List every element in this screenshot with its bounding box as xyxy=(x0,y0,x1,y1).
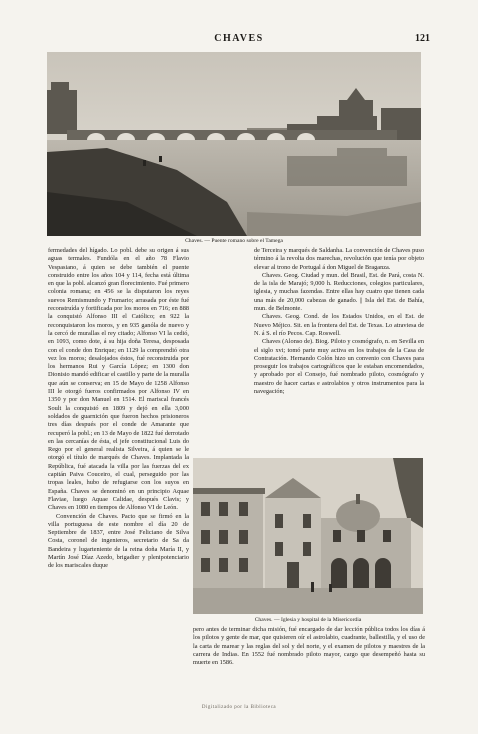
bridge-photo-illustration xyxy=(47,52,421,236)
church-photo-illustration xyxy=(193,458,423,614)
text-column-bottom xyxy=(193,626,425,692)
page-footer: Digitalizado por la Biblioteca xyxy=(201,705,277,710)
paragraph: Chaves. Geog. Ciudad y mun. del Brasil, Est. de Pará, costa N. de la isla de Marajó; 9,000 h. Reducciones, colegios particulares, iglesia, y muchas fazendas. Entre ellas hay cuatro que tienen cada una más de 20,000 cabezas de ganado. || Isla del Est. de Bahía, mun. de Belmonte. xyxy=(254,271,424,313)
paragraph: de Terceira y marqués de Saldanha. La convención de Chaves puso término á la revolta dos marechas, revolución que tenía por objeto elevar al trono de Portugal á don Miguel de Braganza. xyxy=(254,247,424,271)
page-header xyxy=(0,33,478,47)
paragraph: pero antes de terminar dicha misión, fué encargado de dar lección pública todos los días á los pilotos y gente de mar, que quisieren oír el astrolabio, cuadrante, ballestilla, y el uso de la carta de marear y las reglas del sol y del norte, y el examen de pilotos y maestres de la carrera de Indias. En 1552 fué nombrado piloto mayor, cargo que desempeñó hasta su muerte en 1586. xyxy=(193,626,425,667)
page-number: 121 xyxy=(415,33,430,44)
text-column-right xyxy=(254,247,424,455)
figure-caption: Chaves. — Puente romano sobre el Tamega xyxy=(185,238,283,244)
text-column-left xyxy=(48,247,189,687)
paragraph: Chaves (Alonso de). Biog. Piloto y cosmógrafo, n. en Sevilla en el siglo xvi; tomó parte muy activa en los trabajos de la Casa de Contratación. Hernando Colón hizo un convenio con Chaves para proseguir los trabajos cartográficos que le estaban encomendados, y aprobado por el Consejo, fué nombrado piloto, cosmógrafo y maestro de hacer cartas e astrolabios y otros instrumentos para la navegación; xyxy=(254,338,424,396)
photo-roman-bridge xyxy=(47,52,421,236)
photo-church-hospital xyxy=(193,458,423,614)
paragraph: Convención de Chaves. Pacto que se firmó en la villa portuguesa de este nombre el día 20 de Septiembre de 1837, entre José Feliciano de Silva Costa, coronel de ingenieros, secretario de Sa da Bandeira y lugarteniente de la reina doña María II, y Martín José Díaz Azedo, brigadier y plenipotenciario de los mariscales duque xyxy=(48,512,189,570)
figure-caption: Chaves. — Iglesia y hospital de la Misericordia xyxy=(254,617,362,623)
paragraph: fermedades del hígado. Lo pobl. debe su origen á sus aguas termales. Fundóla en el año 78 Flavio Vespasiano, á quien se debe también el puente construido entre los años 104 y 114, fecha está última en que la pobl. alcanzó gran florecimiento. Fué primero colonia romana; en 456 se la disputaron los reyes suevos Remismundo y Frumario; arrasada por éste fué reconstruída y fortificada por los moros en 716; en 888 la conquistó Alfonso III el Católico; en 922 la reconquistaron los moros, y en 935 ganóla de nuevo y la cercó de murallas el rey citado; Alfonso VI la cedió, en 1093, como dote, á su hija doña Teresa, desposada con el conde don Enrique; en 1129 la comprendió otra vez los moros; desalojados éstos, fué reconstruida por los hermanos Rui y García López; en 1300 don Dionisio mandó edificar el castillo y parte de la muralla que aún se conserva; en 15 de Mayo de 1258 Alfonso III le otorgó fueros confirmados por Alfonso IV en 1350 y por don Manuel en 1514. El mariscal francés Soult la conquistó en 1809 y dejó en ella 3,000 soldados de guarnición que fueron hechos prisioneros tres días después por el conde de Amarante que recuperó la pobl.; en 13 de Mayo de 1822 fué derrotado en las cercanías de ésta, el jefe constitucional Luis do Rego por el general realista Silveira, á quien se le otorgó el título de marqués de Chaves. Implantada la República, fué atacada la villa por las fuerzas del ex capitán Paiva Couceiro, el cual, perseguido por las tropas leales, hubo de refugiarse con los suyos en España. Chaves se denominó en un principio Aquae Flaviae, luego Aquae Calidae, después Clavis; y Chaves en 1080 en tiempos de Alfonso VI de León. xyxy=(48,247,189,512)
running-head: CHAVES xyxy=(214,33,264,44)
paragraph: Chaves. Geog. Cond. de los Estados Unidos, en el Est. de Nuevo Méjico. Sit. en la frontera del Est. de Texas. Lo atraviesa de N. á S. el río Pecos. Cap. Roswell. xyxy=(254,313,424,337)
